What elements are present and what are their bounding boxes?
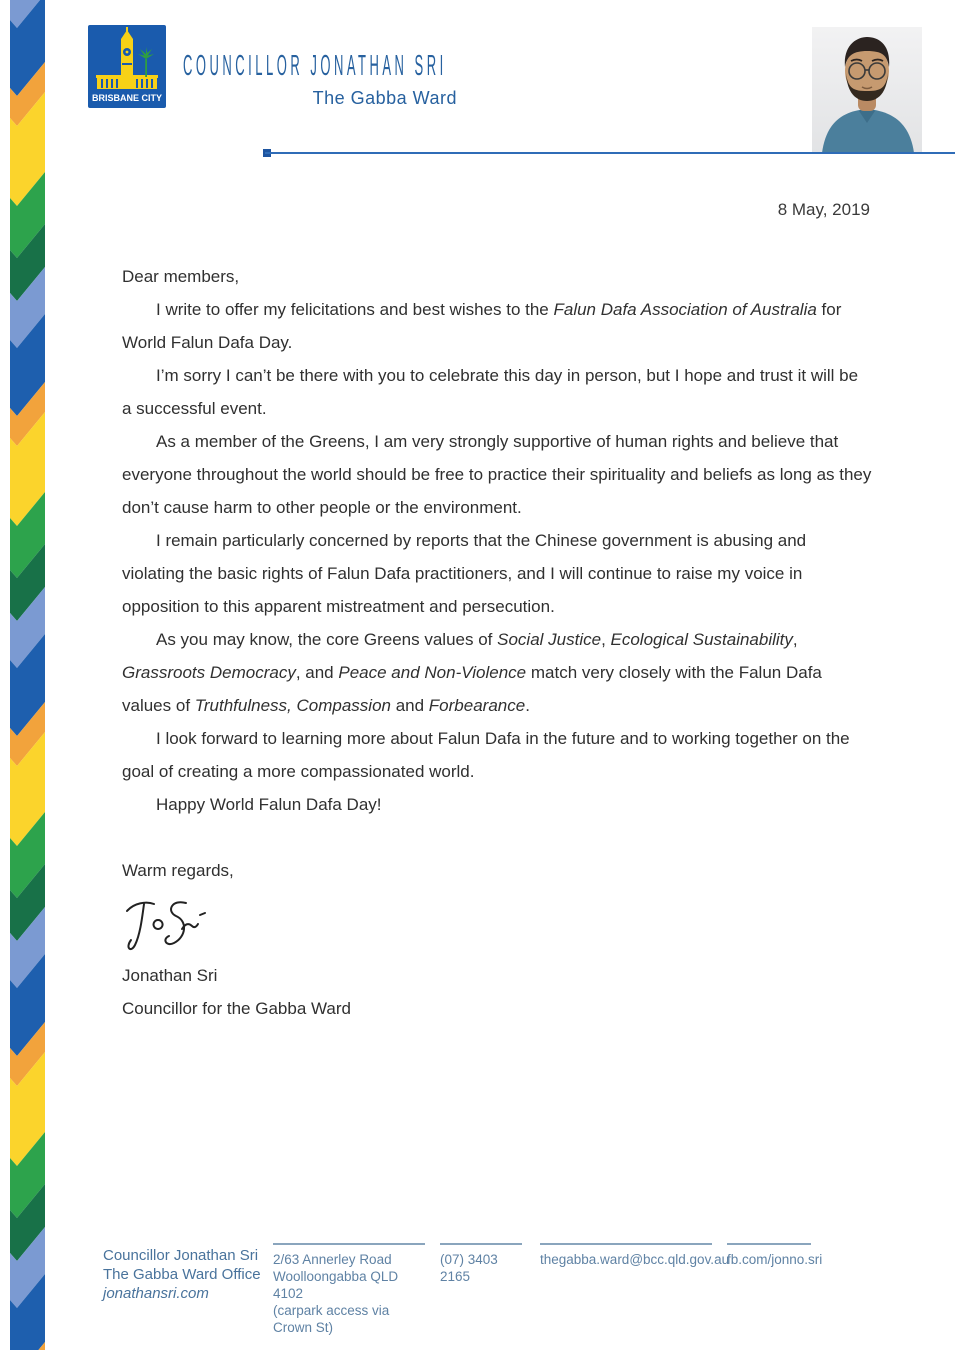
footer-website: jonathansri.com xyxy=(103,1285,209,1302)
footer-email-block xyxy=(540,1243,730,1268)
header-divider-rule xyxy=(265,152,955,154)
footer-address-line3: (carpark access via Crown St) xyxy=(273,1303,390,1335)
letter-body xyxy=(122,260,872,1025)
footer-facebook: fb.com/jonno.sri xyxy=(727,1252,823,1267)
page-title: COUNCILLOR JONATHAN SRI xyxy=(183,48,447,82)
signature-image xyxy=(124,895,209,957)
salutation: Dear members, xyxy=(122,267,240,286)
footer-divider-line xyxy=(273,1243,425,1245)
closing: Warm regards, xyxy=(122,861,234,880)
letter-paragraph: I remain particularly concerned by reports that the Chinese government is abusing and violating the basic rights of Falun Dafa practitioners, and I will continue to raise my voice in opposition to this apparent mistreatment and persecution. xyxy=(122,531,807,616)
letter-paragraph: I look forward to learning more about Falun Dafa in the future and to working together on the goal of creating a more compassionated world. xyxy=(122,729,850,781)
logo-brand-text: BRISBANE CITY xyxy=(91,93,163,103)
footer-address-block xyxy=(273,1243,425,1336)
footer-divider-line xyxy=(540,1243,712,1245)
footer-office-block xyxy=(103,1246,261,1303)
footer-phone: (07) 3403 2165 xyxy=(440,1252,498,1284)
footer-phone-block xyxy=(440,1243,522,1285)
letter-paragraphs xyxy=(122,293,872,821)
footer-office-line2: The Gabba Ward Office xyxy=(103,1266,261,1283)
footer-divider-line xyxy=(727,1243,811,1245)
footer-address-line1: 2/63 Annerley Road xyxy=(273,1252,392,1267)
chevron-stripe-decoration xyxy=(10,0,45,1350)
sender-name: Jonathan Sri xyxy=(122,966,218,985)
footer-email: thegabba.ward@bcc.qld.gov.au xyxy=(540,1252,730,1267)
brisbane-city-logo xyxy=(88,25,166,108)
footer-facebook-block xyxy=(727,1243,823,1268)
letter-date: 8 May, 2019 xyxy=(777,200,870,219)
letter-paragraph: I’m sorry I can’t be there with you to celebrate this day in person, but I hope and trust it will be a successful event. xyxy=(122,366,859,418)
letter-paragraph: I write to offer my felicitations and best wishes to the Falun Dafa Association of Australia for World Falun Dafa Day. xyxy=(122,300,842,352)
councillor-portrait-photo xyxy=(812,27,922,153)
page-subtitle: The Gabba Ward xyxy=(312,88,457,108)
letter-paragraph: As a member of the Greens, I am very strongly supportive of human rights and believe that everyone throughout the world should be free to practice their spirituality and beliefs as long as they don’t cause harm to other people or the environment. xyxy=(122,432,872,517)
sender-title: Councillor for the Gabba Ward xyxy=(122,999,351,1018)
letter-paragraph: Happy World Falun Dafa Day! xyxy=(156,795,382,814)
footer-office-line1: Councillor Jonathan Sri xyxy=(103,1247,259,1264)
footer-address-line2: Woolloongabba QLD 4102 xyxy=(273,1269,399,1301)
letter-paragraph: As you may know, the core Greens values of Social Justice, Ecological Sustainability, Grassroots Democracy, and Peace and Non-Violence match very closely with the Falun Dafa values of Truthfulness, Compassion and Forbearance. xyxy=(122,630,822,715)
footer-divider-line xyxy=(440,1243,522,1245)
